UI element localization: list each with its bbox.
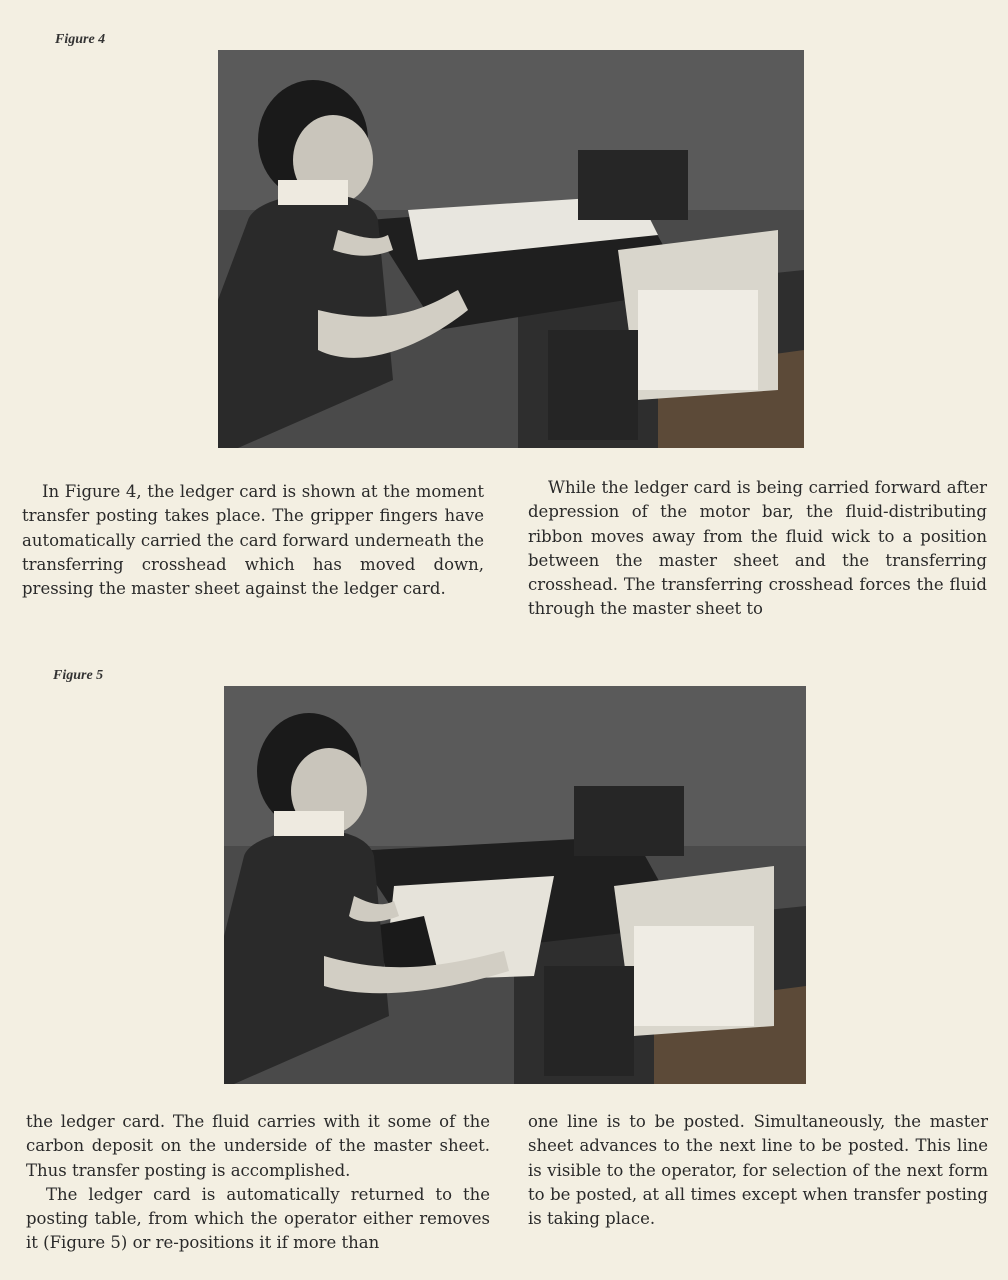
text-block-1-right <box>528 476 987 622</box>
figure-4-label: Figure 4 <box>55 32 106 47</box>
text-block-2-right <box>528 1110 988 1231</box>
paragraph: The ledger card is automatically returned to the posting table, from which the operator either removes it (Figure 5) or re-positions it if more than <box>26 1184 490 1253</box>
paragraph: While the ledger card is being carried forward after depression of the motor bar, the fluid-distributing ribbon moves away from the fluid wick to a position between the master sheet and the transferring crosshead. The transferring crosshead forces the fluid through the master sheet to <box>528 478 987 619</box>
figure-4-photo <box>218 50 804 448</box>
text-block-1-left <box>22 480 484 601</box>
figure-5-photo <box>224 686 806 1084</box>
figure-5-label: Figure 5 <box>53 668 104 683</box>
text-block-2-left <box>26 1110 490 1256</box>
paragraph: the ledger card. The fluid carries with it some of the carbon deposit on the underside of the master sheet. Thus transfer posting is accomplished. <box>26 1112 490 1180</box>
paragraph: one line is to be posted. Simultaneously, the master sheet advances to the next line to be posted. This line is visible to the operator, for selection of the next form to be posted, at all times except when transfer posting is taking place. <box>528 1112 988 1229</box>
paragraph: In Figure 4, the ledger card is shown at the moment transfer posting takes place. The gripper fingers have automatically carried the card forward underneath the transferring crosshead which has moved down, pressing the master sheet against the ledger card. <box>22 482 484 599</box>
